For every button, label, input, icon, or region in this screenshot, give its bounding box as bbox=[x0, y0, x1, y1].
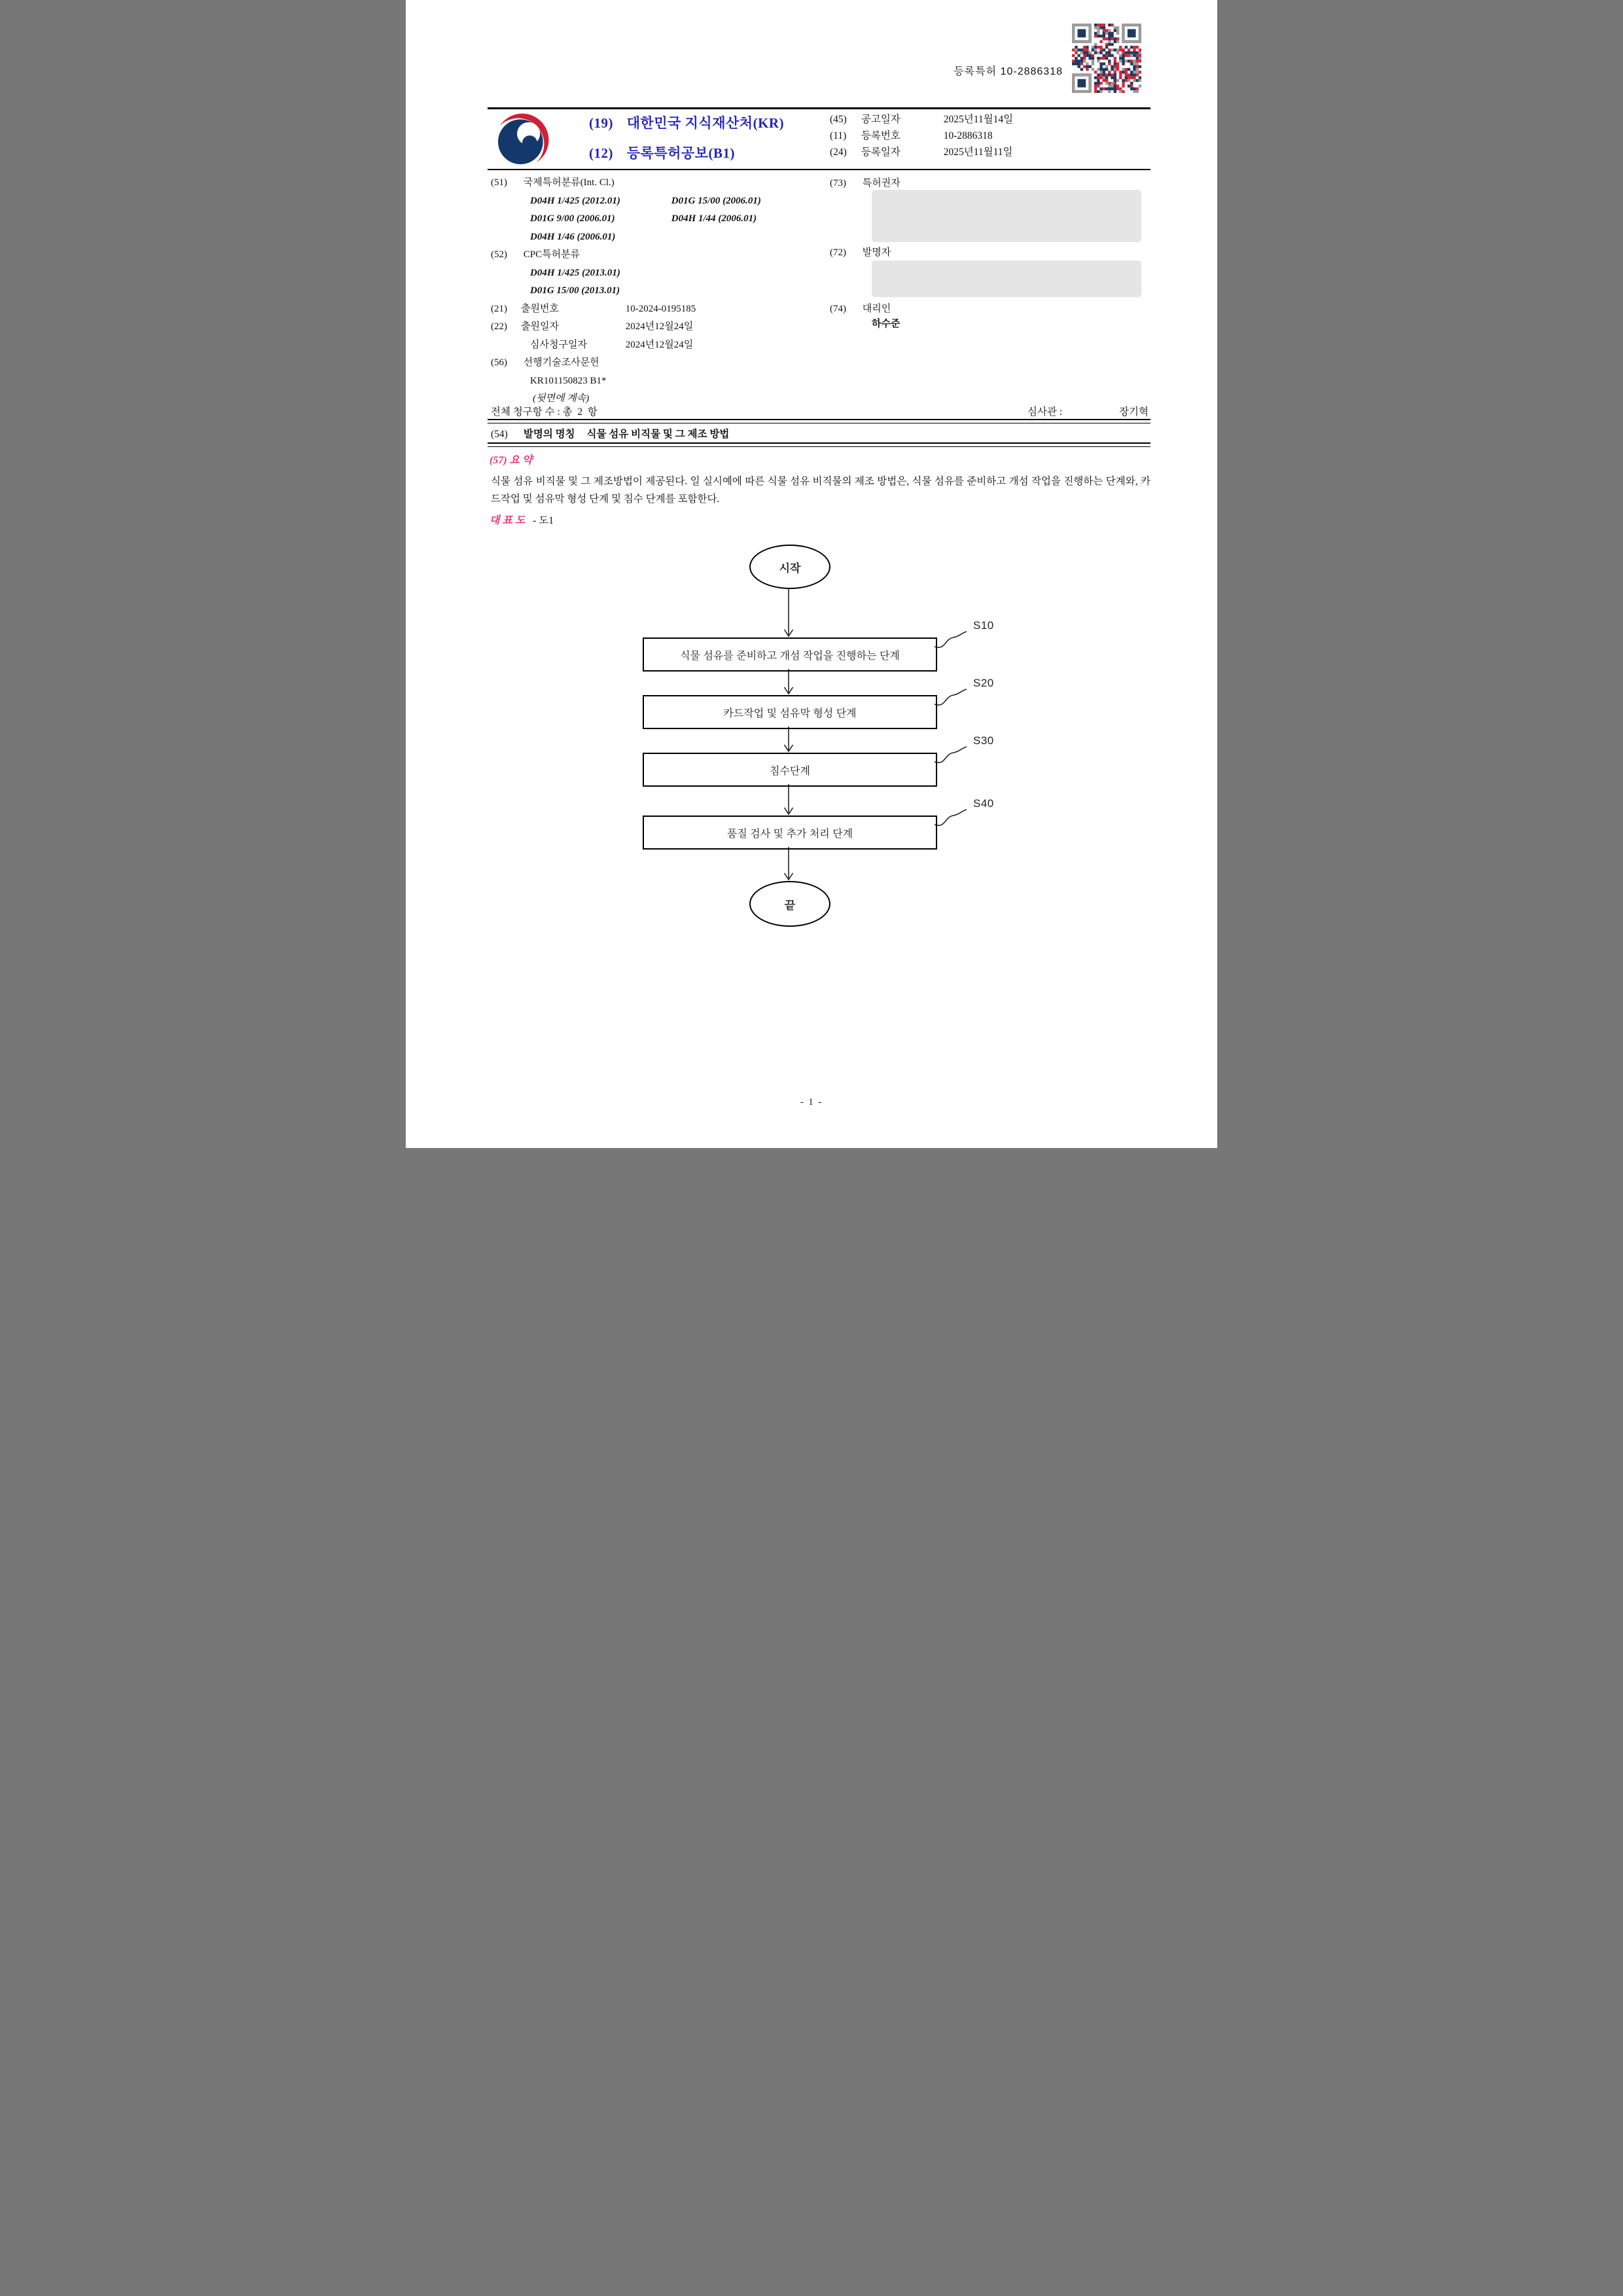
flowchart-step-box bbox=[643, 695, 937, 729]
flowchart-step-tag: S10 bbox=[973, 619, 994, 632]
ipc-label: 국제특허분류(Int. Cl.) bbox=[523, 177, 615, 188]
qr-code bbox=[1072, 24, 1141, 93]
prior-art-document bbox=[491, 372, 834, 391]
field-announcement-date bbox=[830, 111, 1013, 128]
flowchart-end-label: 끝 bbox=[784, 899, 796, 912]
flowchart-step-box bbox=[643, 753, 937, 787]
header-right-fields bbox=[830, 111, 1013, 160]
page-number: - 1 - bbox=[800, 1097, 823, 1107]
flowchart-step-box bbox=[643, 637, 937, 672]
header-gazette-line bbox=[589, 143, 735, 162]
inventor-label: 발명자 bbox=[862, 247, 891, 258]
field-label: 공고일자 bbox=[861, 114, 901, 125]
flowchart-step-label: 품질 검사 및 추가 처리 단계 bbox=[726, 828, 853, 840]
inventor-heading bbox=[830, 245, 891, 259]
publication-number-header: 등록특허 10-2886318 bbox=[954, 66, 1063, 77]
cpc-row bbox=[491, 264, 834, 283]
taegeuk-logo-icon bbox=[493, 111, 551, 169]
exam-request-label: 심사청구일자 bbox=[530, 339, 587, 350]
exam-request-date-value: 2024년12월24일 bbox=[625, 339, 694, 350]
examiner-name: 장기혁 bbox=[1119, 406, 1149, 418]
field-value: 10-2886318 bbox=[943, 130, 993, 141]
ipc-row bbox=[491, 210, 834, 228]
flowchart-step-label: 카드작업 및 섬유막 형성 단계 bbox=[723, 708, 857, 719]
flowchart-step-label: 침수단계 bbox=[770, 765, 810, 777]
total-claims: 전체 청구항 수 : 총 2 항 bbox=[491, 406, 597, 418]
field-code: (45) bbox=[830, 114, 847, 125]
flowchart-step-label: 식물 섬유를 준비하고 개섬 작업을 진행하는 단계 bbox=[680, 650, 900, 662]
header-bottom-rule bbox=[488, 169, 1150, 170]
field-label: 등록일자 bbox=[861, 147, 901, 158]
prior-art-label: 선행기술조사문헌 bbox=[523, 357, 599, 368]
application-number-value: 10-2024-0195185 bbox=[625, 303, 696, 314]
application-number-code: (21) bbox=[491, 303, 507, 314]
cpc-code: (52) bbox=[491, 249, 507, 260]
prior-art-heading bbox=[491, 354, 834, 372]
flowchart-start-node bbox=[749, 545, 830, 589]
inventor-code: (72) bbox=[830, 247, 846, 258]
bibliographic-left-column bbox=[491, 174, 834, 408]
cpc-heading bbox=[491, 246, 834, 264]
ipc-row bbox=[491, 228, 834, 247]
continued-note-text: (뒷면에 계속) bbox=[533, 393, 590, 404]
flowchart-step-tag: S30 bbox=[973, 734, 994, 747]
patentee-code: (73) bbox=[830, 178, 846, 188]
flowchart-step-box bbox=[643, 816, 937, 850]
inventor-redaction-box bbox=[872, 260, 1141, 297]
abstract-text: 식물 섬유 비직물 및 그 제조방법이 제공된다. 일 실시예에 따른 식물 섬유 비직물의 제조 방법은, 식물 섬유를 준비하고 개섬 작업을 진행하는 단계와, 카드작업 및 섬유막 형성 단계 및 침수 단계를 포함한다. bbox=[491, 476, 1150, 505]
agent-heading bbox=[830, 301, 891, 315]
flowchart-step-tag: S20 bbox=[973, 677, 994, 689]
ipc-heading bbox=[491, 174, 834, 192]
flowchart-start-label: 시작 bbox=[779, 562, 801, 575]
application-date-code: (22) bbox=[491, 321, 507, 332]
application-number-line bbox=[491, 300, 834, 319]
header-country-text: 대한민국 지식재산처(KR) bbox=[626, 115, 785, 131]
rep-drawing-line bbox=[490, 512, 554, 527]
application-date-line bbox=[491, 318, 834, 336]
invention-title: 식물 섬유 비직물 및 그 제조 방법 bbox=[586, 429, 730, 440]
patentee-heading bbox=[830, 175, 901, 189]
ipc-class: D01G 15/00 (2006.01) bbox=[671, 195, 761, 206]
rep-drawing-label: 대 표 도 bbox=[490, 515, 526, 526]
double-rule-bottom bbox=[488, 442, 1150, 447]
field-code: (11) bbox=[830, 130, 847, 141]
agent-code: (74) bbox=[830, 304, 846, 314]
field-label: 등록번호 bbox=[861, 130, 901, 141]
ipc-class: D04H 1/44 (2006.01) bbox=[671, 213, 757, 224]
field-value: 2025년11월14일 bbox=[943, 114, 1014, 125]
rep-drawing-value: - 도1 bbox=[533, 515, 554, 526]
exam-request-line bbox=[491, 336, 834, 355]
ipc-class: D04H 1/425 (2012.01) bbox=[530, 195, 620, 206]
ipc-row bbox=[491, 192, 834, 211]
government-emblem-logo bbox=[493, 111, 551, 169]
flowchart-step-tag: S40 bbox=[973, 797, 994, 810]
title-code: (54) bbox=[491, 429, 508, 440]
header-gazette-code: (12) bbox=[589, 145, 613, 161]
abstract-heading: (57) 요 약 bbox=[490, 455, 533, 466]
field-code: (24) bbox=[830, 147, 847, 158]
header-country-code: (19) bbox=[589, 115, 613, 131]
agent-name: 하수준 bbox=[872, 319, 901, 329]
ipc-class: D04H 1/46 (2006.01) bbox=[530, 231, 616, 242]
cpc-label: CPC특허분류 bbox=[523, 249, 580, 260]
title-label: 발명의 명칭 bbox=[523, 429, 575, 440]
examiner-label: 심사관 : bbox=[1027, 406, 1063, 418]
application-date-label: 출원일자 bbox=[521, 321, 559, 332]
field-value: 2025년11월11일 bbox=[943, 147, 1013, 158]
field-registration-date bbox=[830, 144, 1013, 160]
qr-code-image bbox=[1072, 24, 1141, 93]
agent-label: 대리인 bbox=[862, 304, 891, 314]
patent-gazette-page bbox=[406, 0, 1217, 1148]
cpc-row bbox=[491, 282, 834, 300]
cpc-class: D04H 1/425 (2013.01) bbox=[530, 267, 620, 278]
application-date-value: 2024년12월24일 bbox=[625, 321, 694, 332]
flowchart-figure bbox=[488, 535, 1135, 961]
ipc-code: (51) bbox=[491, 177, 507, 188]
invention-title-line bbox=[491, 426, 729, 440]
application-number-label: 출원번호 bbox=[521, 303, 559, 314]
double-rule-top bbox=[488, 419, 1150, 423]
flowchart-end-node bbox=[749, 881, 830, 927]
patentee-label: 특허권자 bbox=[862, 178, 901, 188]
header-country-line bbox=[589, 113, 784, 132]
ipc-class: D01G 9/00 (2006.01) bbox=[530, 213, 615, 224]
header-gazette-text: 등록특허공보(B1) bbox=[626, 145, 735, 161]
cpc-class: D01G 15/00 (2013.01) bbox=[530, 285, 620, 296]
field-registration-number bbox=[830, 128, 1013, 144]
top-rule bbox=[488, 107, 1150, 109]
prior-art-code: (56) bbox=[491, 357, 507, 368]
prior-art-doc-value: KR101150823 B1* bbox=[530, 375, 607, 386]
patentee-redaction-box bbox=[872, 190, 1141, 242]
